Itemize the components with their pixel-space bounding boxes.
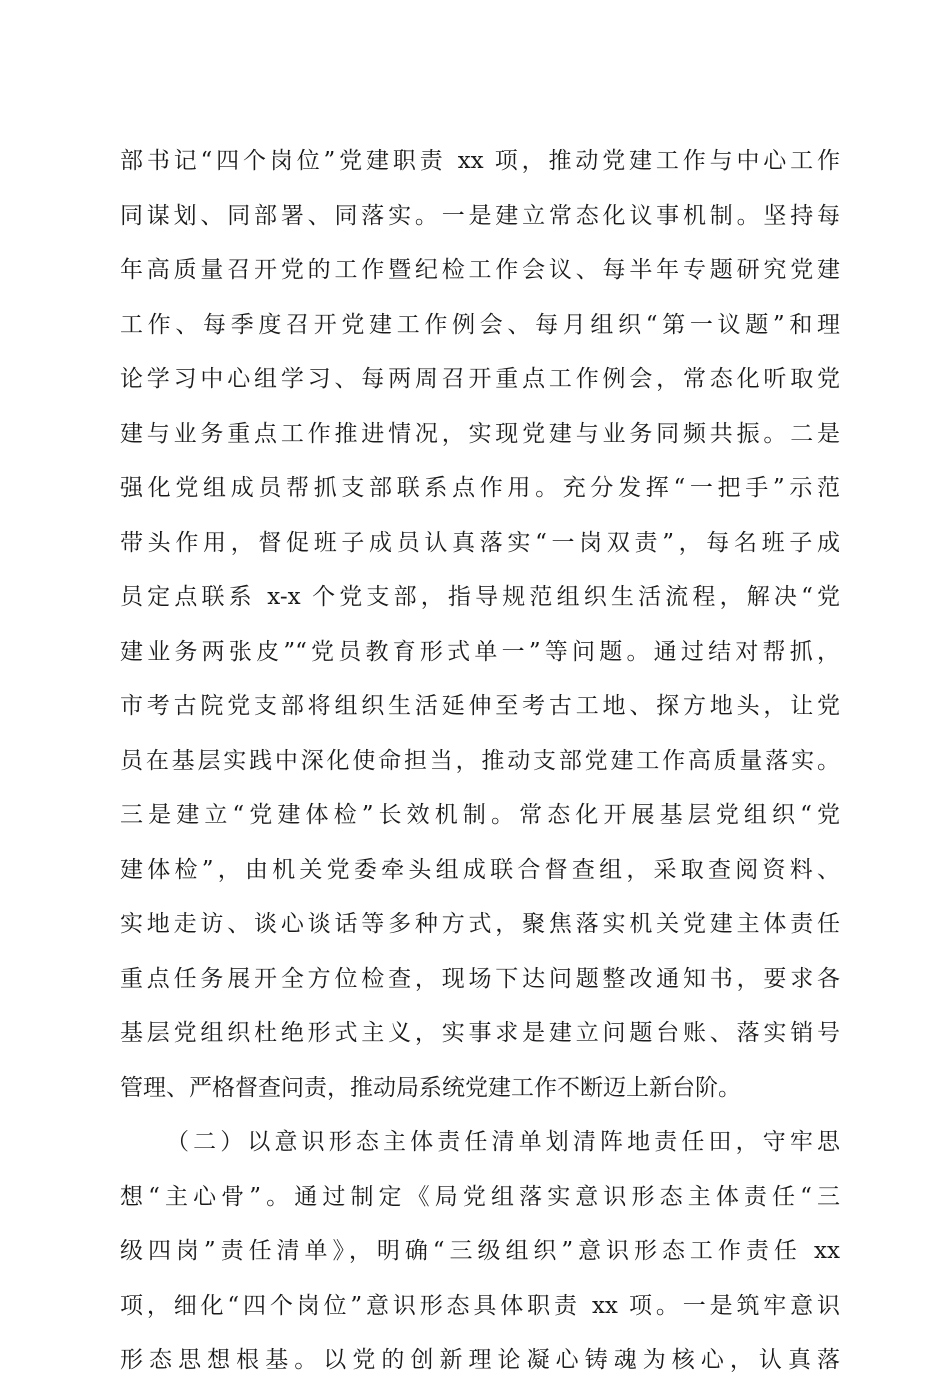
text-line: 员在基层实践中深化使命担当，推动支部党建工作高质量落实。 bbox=[120, 747, 840, 774]
text-line: 同谋划、同部署、同落实。一是建立常态化议事机制。坚持每 bbox=[120, 202, 840, 229]
text-line: 建与业务重点工作推进情况，实现党建与业务同频共振。二是 bbox=[120, 420, 840, 447]
text-line: 想“主心骨”。通过制定《局党组落实意识形态主体责任“三 bbox=[120, 1183, 840, 1210]
text-line: 建业务两张皮”“党员教育形式单一”等问题。通过结对帮抓， bbox=[120, 638, 840, 665]
text-line: 重点任务展开全方位检查，现场下达问题整改通知书，要求各 bbox=[120, 965, 840, 992]
text-line: 三是建立“党建体检”长效机制。常态化开展基层党组织“党 bbox=[120, 802, 840, 828]
text-line: 项，细化“四个岗位”意识形态具体职责 xx 项。一是筑牢意识 bbox=[120, 1292, 840, 1319]
text-line: 市考古院党支部将组织生活延伸至考古工地、探方地头，让党 bbox=[120, 693, 840, 719]
text-line: 级四岗”责任清单》，明确“三级组织”意识形态工作责任 xx bbox=[120, 1238, 840, 1264]
text-line: 年高质量召开党的工作暨纪检工作会议、每半年专题研究党建 bbox=[120, 257, 840, 283]
text-line: 论学习中心组学习、每两周召开重点工作例会，常态化听取党 bbox=[120, 366, 840, 392]
text-line: 带头作用，督促班子成员认真落实“一岗双责”，每名班子成 bbox=[120, 529, 840, 556]
text-line: 工作、每季度召开党建工作例会、每月组织“第一议题”和理 bbox=[120, 311, 840, 338]
text-line: 建体检”，由机关党委牵头组成联合督查组，采取查阅资料、 bbox=[120, 856, 840, 883]
section-heading-line: （二）以意识形态主体责任清单划清阵地责任田，守牢思 bbox=[166, 1129, 840, 1155]
text-line: 强化党组成员帮抓支部联系点作用。充分发挥“一把手”示范 bbox=[120, 475, 840, 501]
text-line: 部书记“四个岗位”党建职责 xx 项，推动党建工作与中心工作 bbox=[120, 148, 840, 174]
text-line: 员定点联系 x-x 个党支部，指导规范组织生活流程，解决“党 bbox=[120, 584, 840, 610]
text-line: 实地走访、谈心谈话等多种方式，聚焦落实机关党建主体责任 bbox=[120, 911, 840, 937]
text-line: 形态思想根基。以党的创新理论凝心铸魂为核心，认真落 bbox=[120, 1347, 840, 1373]
text-line: 管理、严格督查问责，推动局系统党建工作不断迈上新台阶。 bbox=[120, 1074, 741, 1101]
text-line: 基层党组织杜绝形式主义，实事求是建立问题台账、落实销号 bbox=[120, 1020, 840, 1046]
body-text bbox=[120, 134, 840, 1388]
